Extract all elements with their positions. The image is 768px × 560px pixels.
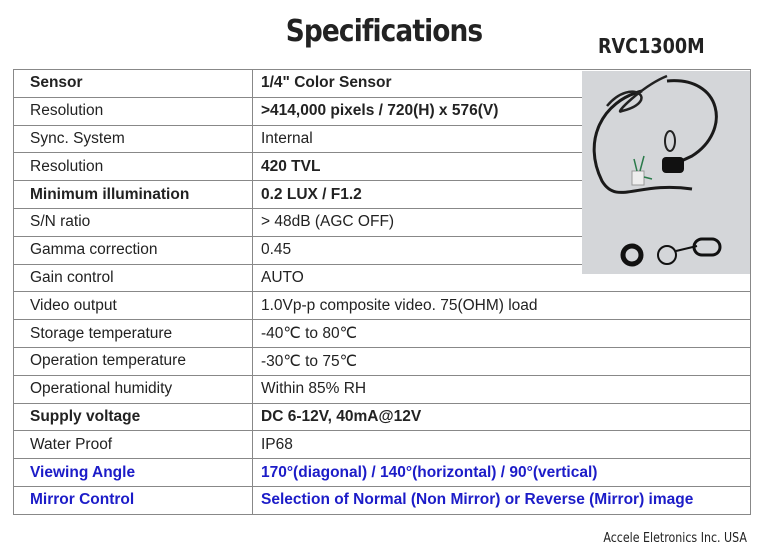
spec-label: Mirror Control <box>14 486 253 514</box>
spec-row <box>14 459 751 487</box>
spec-value: -40℃ to 80℃ <box>253 320 751 348</box>
spec-value: Internal <box>253 125 751 153</box>
spec-value: Within 85% RH <box>253 375 751 403</box>
spec-value: > 48dB (AGC OFF) <box>253 208 751 236</box>
spec-label: Minimum illumination <box>14 181 253 209</box>
camera-cable-image <box>582 71 750 274</box>
spec-value: -30℃ to 75℃ <box>253 347 751 375</box>
spec-value: Selection of Normal (Non Mirror) or Reverse (Mirror) image <box>253 486 751 514</box>
spec-label: Resolution <box>14 97 253 125</box>
page-title: Specifications <box>285 14 483 49</box>
spec-label: Operation temperature <box>14 347 253 375</box>
spec-value: IP68 <box>253 431 751 459</box>
spec-value: 1.0Vp-p composite video. 75(OHM) load <box>253 292 751 320</box>
model-number: RVC1300M <box>598 34 705 58</box>
spec-label: Operational humidity <box>14 375 253 403</box>
spec-row <box>14 403 751 431</box>
spec-value: 0.45 <box>253 236 751 264</box>
spec-label: S/N ratio <box>14 208 253 236</box>
spec-label: Sync. System <box>14 125 253 153</box>
spec-label: Viewing Angle <box>14 459 253 487</box>
spec-value: 420 TVL <box>253 153 751 181</box>
spec-value: >414,000 pixels / 720(H) x 576(V) <box>253 97 751 125</box>
spec-label: Gamma correction <box>14 236 253 264</box>
spec-value: 1/4" Color Sensor <box>253 70 751 98</box>
spec-label: Gain control <box>14 264 253 292</box>
spec-value: 170°(diagonal) / 140°(horizontal) / 90°(vertical) <box>253 459 751 487</box>
company-footer: Accele Eletronics Inc. USA <box>603 531 747 546</box>
spec-value: DC 6-12V, 40mA@12V <box>253 403 751 431</box>
spec-label: Supply voltage <box>14 403 253 431</box>
spec-label: Video output <box>14 292 253 320</box>
spec-row <box>14 347 751 375</box>
spec-row <box>14 292 751 320</box>
spec-label: Water Proof <box>14 431 253 459</box>
spec-value: AUTO <box>253 264 751 292</box>
spec-row <box>14 431 751 459</box>
spec-row <box>14 375 751 403</box>
spec-label: Storage temperature <box>14 320 253 348</box>
spec-label: Sensor <box>14 70 253 98</box>
spec-row <box>14 320 751 348</box>
spec-label: Resolution <box>14 153 253 181</box>
spec-value: 0.2 LUX / F1.2 <box>253 181 751 209</box>
spec-row <box>14 486 751 514</box>
product-photo <box>582 71 750 274</box>
